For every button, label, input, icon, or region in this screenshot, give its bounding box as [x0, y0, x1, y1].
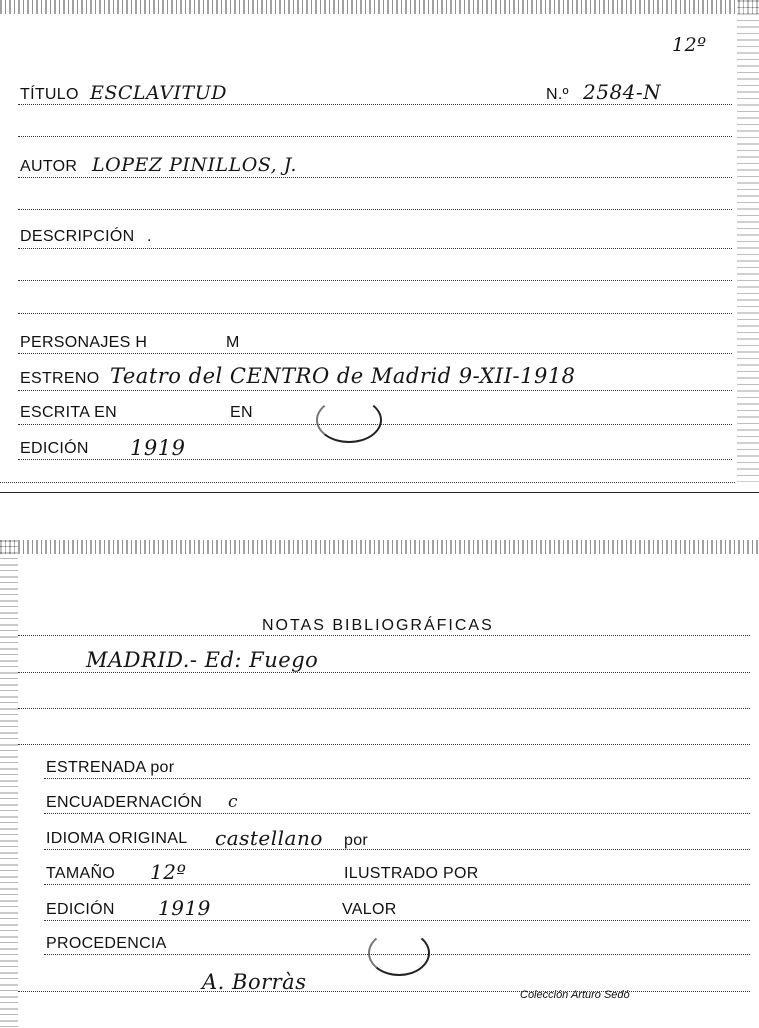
estrenada-label: ESTRENADA por: [46, 759, 175, 776]
personajes-m-label: M: [226, 334, 240, 351]
torn-top-edge: [0, 0, 759, 14]
notas-heading: NOTAS BIBLIOGRÁFICAS: [262, 617, 494, 634]
rule-line: [18, 744, 750, 745]
corner-note: 12º: [672, 34, 707, 56]
encuadernacion-label: ENCUADERNACIÓN: [46, 794, 203, 811]
titulo-label: TÍTULO: [20, 86, 79, 103]
titulo-value: ESCLAVITUD: [90, 82, 227, 104]
valor-label: VALOR: [342, 901, 397, 918]
edicion-value: 1919: [130, 436, 186, 460]
rule-line: [0, 482, 735, 483]
autor-value: LOPEZ PINILLOS, J.: [92, 154, 297, 176]
autor-label: AUTOR: [20, 158, 78, 175]
rule-line: [18, 280, 732, 281]
rule-line: [18, 353, 732, 354]
ilustrado-label: ILUSTRADO POR: [344, 865, 479, 882]
estreno-value: Teatro del CENTRO de Madrid 9-XII-1918: [110, 364, 576, 388]
escrita-label: ESCRITA EN: [20, 404, 117, 421]
catalog-card-front: [0, 0, 759, 493]
rule-line: [18, 390, 732, 391]
rule-line: [18, 459, 732, 460]
faded-stamp-mark: [316, 397, 382, 443]
card-left-edge: [0, 540, 18, 1028]
rule-line: [44, 778, 750, 779]
rule-line: [18, 177, 732, 178]
rule-line: [44, 920, 750, 921]
rule-line: [44, 813, 750, 814]
rule-line: [18, 313, 732, 314]
rule-line: [44, 954, 750, 955]
idioma-por-label: por: [344, 832, 369, 849]
back-edicion-label: EDICIÓN: [46, 901, 115, 918]
encuadernacion-value: c: [228, 792, 239, 812]
card-right-edge: [737, 0, 759, 482]
catalog-card-back: [0, 540, 759, 1028]
back-edicion-value: 1919: [158, 896, 211, 920]
rule-line: [18, 991, 750, 992]
estreno-label: ESTRENO: [20, 370, 100, 387]
notas-value: MADRID.- Ed: Fuego: [86, 648, 319, 672]
faded-stamp-mark: [368, 930, 430, 976]
procedencia-label: PROCEDENCIA: [46, 935, 167, 952]
rule-line: [18, 209, 732, 210]
numero-value: 2584-N: [583, 80, 662, 104]
collection-footer: Colección Arturo Sedó: [520, 989, 630, 1001]
personajes-label: PERSONAJES H: [20, 334, 148, 351]
rule-line: [18, 104, 732, 105]
tamano-value: 12º: [150, 860, 187, 884]
descripcion-value: .: [147, 228, 152, 245]
escrita-en-label: EN: [230, 404, 253, 421]
tamano-label: TAMAÑO: [46, 865, 116, 882]
rule-line: [18, 136, 732, 137]
rule-line: [18, 635, 750, 636]
idioma-value: castellano: [215, 826, 323, 850]
rule-line: [18, 672, 750, 673]
edicion-label: EDICIÓN: [20, 440, 89, 457]
procedencia-value: A. Borràs: [202, 970, 307, 994]
torn-top-edge: [0, 540, 759, 554]
rule-line: [18, 424, 732, 425]
descripcion-label: DESCRIPCIÓN: [20, 228, 135, 245]
numero-label: N.º: [546, 86, 569, 103]
idioma-label: IDIOMA ORIGINAL: [46, 830, 188, 847]
rule-line: [18, 248, 732, 249]
rule-line: [18, 708, 750, 709]
rule-line: [44, 849, 750, 850]
rule-line: [44, 884, 750, 885]
